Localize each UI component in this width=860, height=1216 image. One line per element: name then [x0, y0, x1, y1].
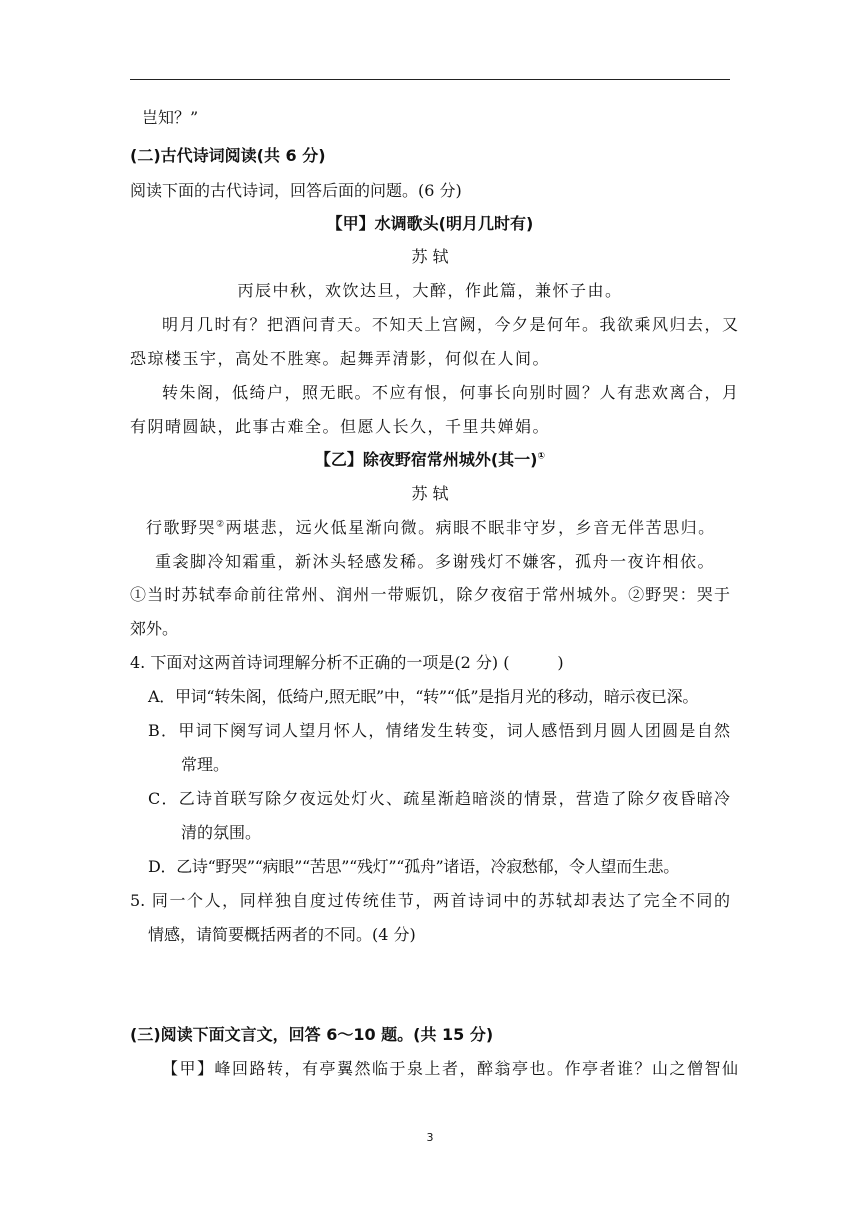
footnote-marker: ②	[216, 519, 226, 530]
section-heading-classical: (三)阅读下面文言文，回答 6～10 题。(共 15 分)	[130, 1025, 494, 1044]
option-d: D．乙诗“野哭”“病眼”“苦思”“残灯”“孤舟”诸语，冷寂愁郁，令人望而生悲。	[148, 857, 679, 876]
header-rule	[130, 79, 730, 80]
classical-text-line: 【甲】峰回路转，有亭翼然临于泉上者，醉翁亭也。作亭者谁？山之僧智仙	[162, 1059, 740, 1078]
poem-b-title-text: 【乙】除夜野宿常州城外(其一)	[314, 450, 538, 469]
poem-a-preface: 丙辰中秋，欢饮达旦，大醉，作此篇，兼怀子由。	[237, 281, 623, 300]
footnote-marker: ①	[537, 451, 546, 462]
poem-a-title: 【甲】水调歌头(明月几时有)	[326, 214, 534, 233]
question-5-cont: 情感，请简要概括两者的不同。(4 分)	[148, 925, 416, 944]
instruction-line: 阅读下面的古代诗词，回答后面的问题。(6 分)	[130, 181, 462, 200]
poem-b-title	[130, 450, 730, 470]
poem-b-author: 苏 轼	[411, 484, 449, 503]
option-b: B．甲词下阕写词人望月怀人，情绪发生转变，词人感悟到月圆人团圆是自然	[148, 721, 730, 740]
option-b-cont: 常理。	[181, 755, 230, 774]
section-heading-poetry: (二)古代诗词阅读(共 6 分)	[130, 146, 326, 165]
option-c: C．乙诗首联写除夕夜远处灯火、疏星渐趋暗淡的情景，营造了除夕夜昏暗冷	[148, 789, 730, 808]
text-line: 岂知？”	[142, 108, 199, 127]
poem-b-line: 重衾脚冷知霜重，新沐头轻感发稀。多谢残灯不嫌客，孤舟一夜许相依。	[155, 552, 716, 571]
option-c-cont: 清的氛围。	[181, 823, 262, 842]
option-a: A．甲词“转朱阁，低绮户,照无眠”中，“转”“低”是指月光的移动，暗示夜已深。	[148, 687, 699, 706]
page-number: 3	[426, 1131, 434, 1144]
footnote-line: 郊外。	[130, 619, 179, 638]
poem-a-line: 恐琼楼玉宇，高处不胜寒。起舞弄清影，何似在人间。	[130, 349, 551, 368]
poem-a-line: 有阴晴圆缺，此事古难全。但愿人长久，千里共婵娟。	[130, 417, 551, 436]
poem-a-line: 转朱阁，低绮户，照无眠。不应有恨，何事长向别时圆？人有悲欢离合，月	[162, 383, 740, 402]
poem-b-line-end: 两堪悲，远火低星渐向微。病眼不眠非守岁，乡音无伴苦思归。	[225, 518, 716, 537]
question-4: 4. 下面对这两首诗词理解分析不正确的一项是(2 分) ( )	[130, 653, 564, 672]
question-5: 5. 同一个人，同样独自度过传统佳节，两首诗词中的苏轼却表达了完全不同的	[130, 891, 730, 910]
poem-a-author: 苏 轼	[411, 247, 449, 266]
poem-b-line-start: 行歌野哭	[146, 518, 217, 537]
poem-b-line	[146, 518, 716, 538]
poem-a-line: 明月几时有？把酒问青天。不知天上宫阙，今夕是何年。我欲乘风归去，又	[162, 315, 740, 334]
footnote-line: ①当时苏轼奉命前往常州、润州一带赈饥，除夕夜宿于常州城外。②野哭：哭于	[130, 585, 730, 604]
